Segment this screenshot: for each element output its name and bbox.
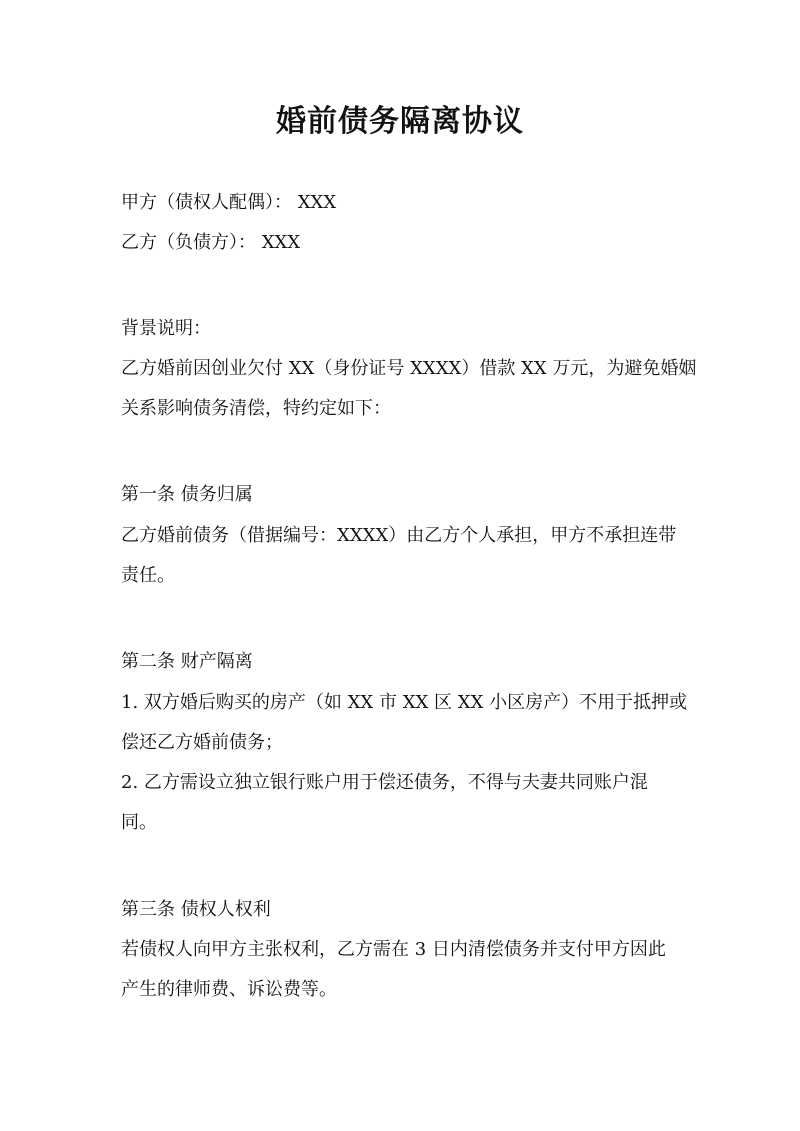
document-title: 婚前债务隔离协议 bbox=[276, 104, 524, 139]
article3-line: 若债权人向甲方主张权利，乙方需在 3 日内清偿债务并支付甲方因此 bbox=[121, 939, 666, 960]
party-b: 乙方（负债方）： XXX bbox=[121, 232, 301, 253]
article2-line: 同。 bbox=[121, 812, 157, 833]
article1-line: 责任。 bbox=[121, 565, 175, 586]
article2-heading: 第二条 财产隔离 bbox=[121, 651, 253, 672]
article2-line: 2. 乙方需设立独立银行账户用于偿还债务，不得与夫妻共同账户混 bbox=[121, 772, 648, 793]
article3-line: 产生的律师费、诉讼费等。 bbox=[121, 979, 337, 1000]
party-a: 甲方（债权人配偶）： XXX bbox=[121, 192, 337, 213]
article1-line: 乙方婚前债务（借据编号：XXXX）由乙方个人承担，甲方不承担连带 bbox=[121, 525, 677, 546]
article2-line: 偿还乙方婚前债务； bbox=[121, 732, 283, 753]
background-line: 关系影响债务清偿，特约定如下： bbox=[121, 398, 391, 419]
article3-heading: 第三条 债权人权利 bbox=[121, 899, 271, 920]
article1-heading: 第一条 债务归属 bbox=[121, 484, 253, 505]
background-heading: 背景说明： bbox=[121, 318, 211, 339]
article2-line: 1. 双方婚后购买的房产（如 XX 市 XX 区 XX 小区房产）不用于抵押或 bbox=[121, 692, 688, 713]
background-line: 乙方婚前因创业欠付 XX（身份证号 XXXX）借款 XX 万元，为避免婚姻 bbox=[121, 358, 697, 379]
